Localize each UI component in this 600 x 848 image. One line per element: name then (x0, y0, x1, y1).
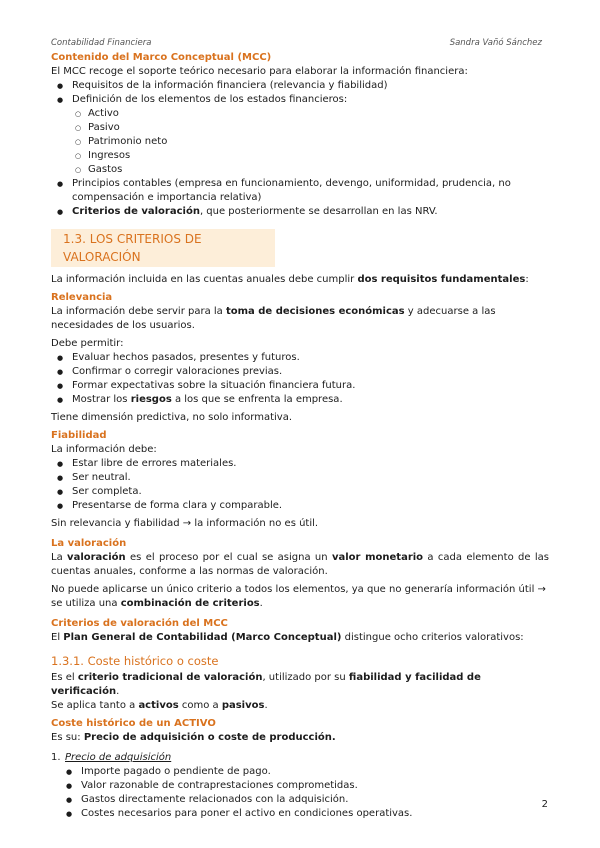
bold-text: Plan General de Contabilidad (Marco Conceptual) (63, 632, 342, 643)
text-run: Mostrar los (72, 394, 131, 405)
list-item: ● Presentarse de forma clara y comparable. (51, 499, 549, 513)
bold-text: dos requisitos fundamentales (357, 274, 526, 285)
text-run: : (525, 274, 529, 285)
item-label: Precio de adquisición (65, 752, 172, 763)
section-heading-1-3-1: 1.3.1. Coste histórico o coste (51, 654, 219, 668)
valoracion-heading: La valoración (51, 538, 127, 549)
list-item (51, 205, 549, 219)
criterios-heading: Criterios de valoración del MCC (51, 618, 228, 629)
text-run: , utilizado por su (262, 672, 349, 683)
text-run: Es su: (51, 732, 84, 743)
fiabilidad-intro: La información debe: (51, 444, 157, 455)
mcc-intro: El MCC recoge el soporte teórico necesario para elaborar la información financiera: (51, 66, 468, 77)
text-run: La información debe servir para la (51, 306, 226, 317)
text-run: . (259, 598, 263, 609)
bold-text: activos (138, 700, 179, 711)
list-item: ● Valor razonable de contraprestaciones comprometidas. (51, 779, 549, 793)
bold-text: criterio tradicional de valoración (77, 672, 263, 683)
relevancia-heading: Relevancia (51, 292, 113, 303)
list-item: ● Principios contables (empresa en funcionamiento, devengo, uniformidad, prudencia, no compensación e importancia relativa) (51, 177, 549, 205)
text-run: a los que se enfrenta la empresa. (171, 394, 343, 405)
list-item-text: , que posteriormente se desarrollan en las NRV. (199, 206, 438, 217)
numbered-item-precio (51, 751, 549, 765)
list-item: ● Evaluar hechos pasados, presentes y futuros. (51, 351, 549, 365)
list-item: ○ Patrimonio neto (51, 135, 549, 149)
list-item (51, 93, 549, 177)
text-run: y adecuarse a las necesidades de los usuarios. (51, 306, 496, 331)
list-item: ● Ser completa. (51, 485, 549, 499)
page-number: 2 (541, 799, 548, 810)
fiabilidad-heading: Fiabilidad (51, 430, 107, 441)
bold-text: fiabilidad y facilidad de verificación (51, 672, 481, 697)
page-header (51, 38, 542, 48)
list-item: ● Formar expectativas sobre la situación financiera futura. (51, 379, 549, 393)
precio-list (51, 765, 549, 821)
relevancia-permit: Debe permitir: (51, 338, 124, 349)
text-run: La (51, 552, 68, 563)
bold-text: combinación de criterios (120, 598, 260, 609)
list-item (51, 393, 549, 407)
text-run: El (51, 632, 64, 643)
valoracion-paragraph (51, 551, 549, 579)
coste-activo-paragraph (51, 731, 549, 745)
text-run: Es el (51, 672, 78, 683)
header-author: Sandra Vañó Sánchez (449, 38, 542, 48)
relevancia-note: Tiene dimensión predictiva, no solo informativa. (51, 412, 293, 423)
list-item-text: Definición de los elementos de los estados financieros: (72, 94, 348, 105)
text-run: . (264, 700, 268, 711)
bold-text: riesgos (130, 394, 172, 405)
bold-text: pasivos (221, 700, 265, 711)
criterios-paragraph (51, 631, 549, 645)
list-item: ○ Gastos (51, 163, 549, 177)
text-run: La información incluida en las cuentas anuales debe cumplir (51, 274, 358, 285)
list-item: ● Requisitos de la información financiera (relevancia y fiabilidad) (51, 79, 549, 93)
bold-text: Precio de adquisición o coste de producción. (83, 732, 336, 743)
list-item: ● Estar libre de errores materiales. (51, 457, 549, 471)
bold-text: valoración (67, 552, 126, 563)
text-run: No puede aplicarse un único criterio a todos los elementos, ya que no generaría información útil → se utiliza una (51, 584, 546, 609)
item-number: 1. (51, 752, 61, 763)
text-run: es el proceso por el cual se asigna un (125, 552, 332, 563)
coste-paragraph-2 (51, 699, 549, 713)
relevancia-paragraph (51, 305, 549, 333)
elements-sublist (51, 107, 549, 177)
list-item: ● Importe pagado o pendiente de pago. (51, 765, 549, 779)
list-item: ● Gastos directamente relacionados con la adquisición. (51, 793, 549, 807)
text-run: como a (178, 700, 222, 711)
coste-activo-heading: Coste histórico de un ACTIVO (51, 718, 216, 729)
page-content (51, 51, 549, 821)
bold-text: valor monetario (331, 552, 424, 563)
section-intro (51, 273, 549, 287)
fiabilidad-list (51, 457, 549, 513)
list-item: ○ Activo (51, 107, 549, 121)
coste-paragraph (51, 671, 549, 699)
mcc-heading: Contenido del Marco Conceptual (MCC) (51, 52, 272, 63)
section-heading-1-3: 1.3. LOS CRITERIOS DE VALORACIÓN (51, 229, 275, 267)
bold-text: toma de decisiones económicas (225, 306, 405, 317)
text-run: . (116, 686, 120, 697)
fiabilidad-note: Sin relevancia y fiabilidad → la información no es útil. (51, 518, 319, 529)
list-item: ● Ser neutral. (51, 471, 549, 485)
text-run: distingue ocho criterios valorativos: (341, 632, 524, 643)
list-item: ○ Ingresos (51, 149, 549, 163)
text-run: Se aplica tanto a (51, 700, 139, 711)
text-run: a cada elemento de las cuentas anuales, conforme a las normas de valoración. (51, 552, 549, 577)
list-item: ● Confirmar o corregir valoraciones previas. (51, 365, 549, 379)
bold-text: Criterios de valoración (72, 206, 200, 217)
mcc-list (51, 79, 549, 219)
header-course: Contabilidad Financiera (51, 38, 152, 48)
list-item: ● Costes necesarios para poner el activo en condiciones operativas. (51, 807, 549, 821)
list-item: ○ Pasivo (51, 121, 549, 135)
relevancia-list (51, 351, 549, 407)
valoracion-paragraph-2 (51, 583, 549, 611)
